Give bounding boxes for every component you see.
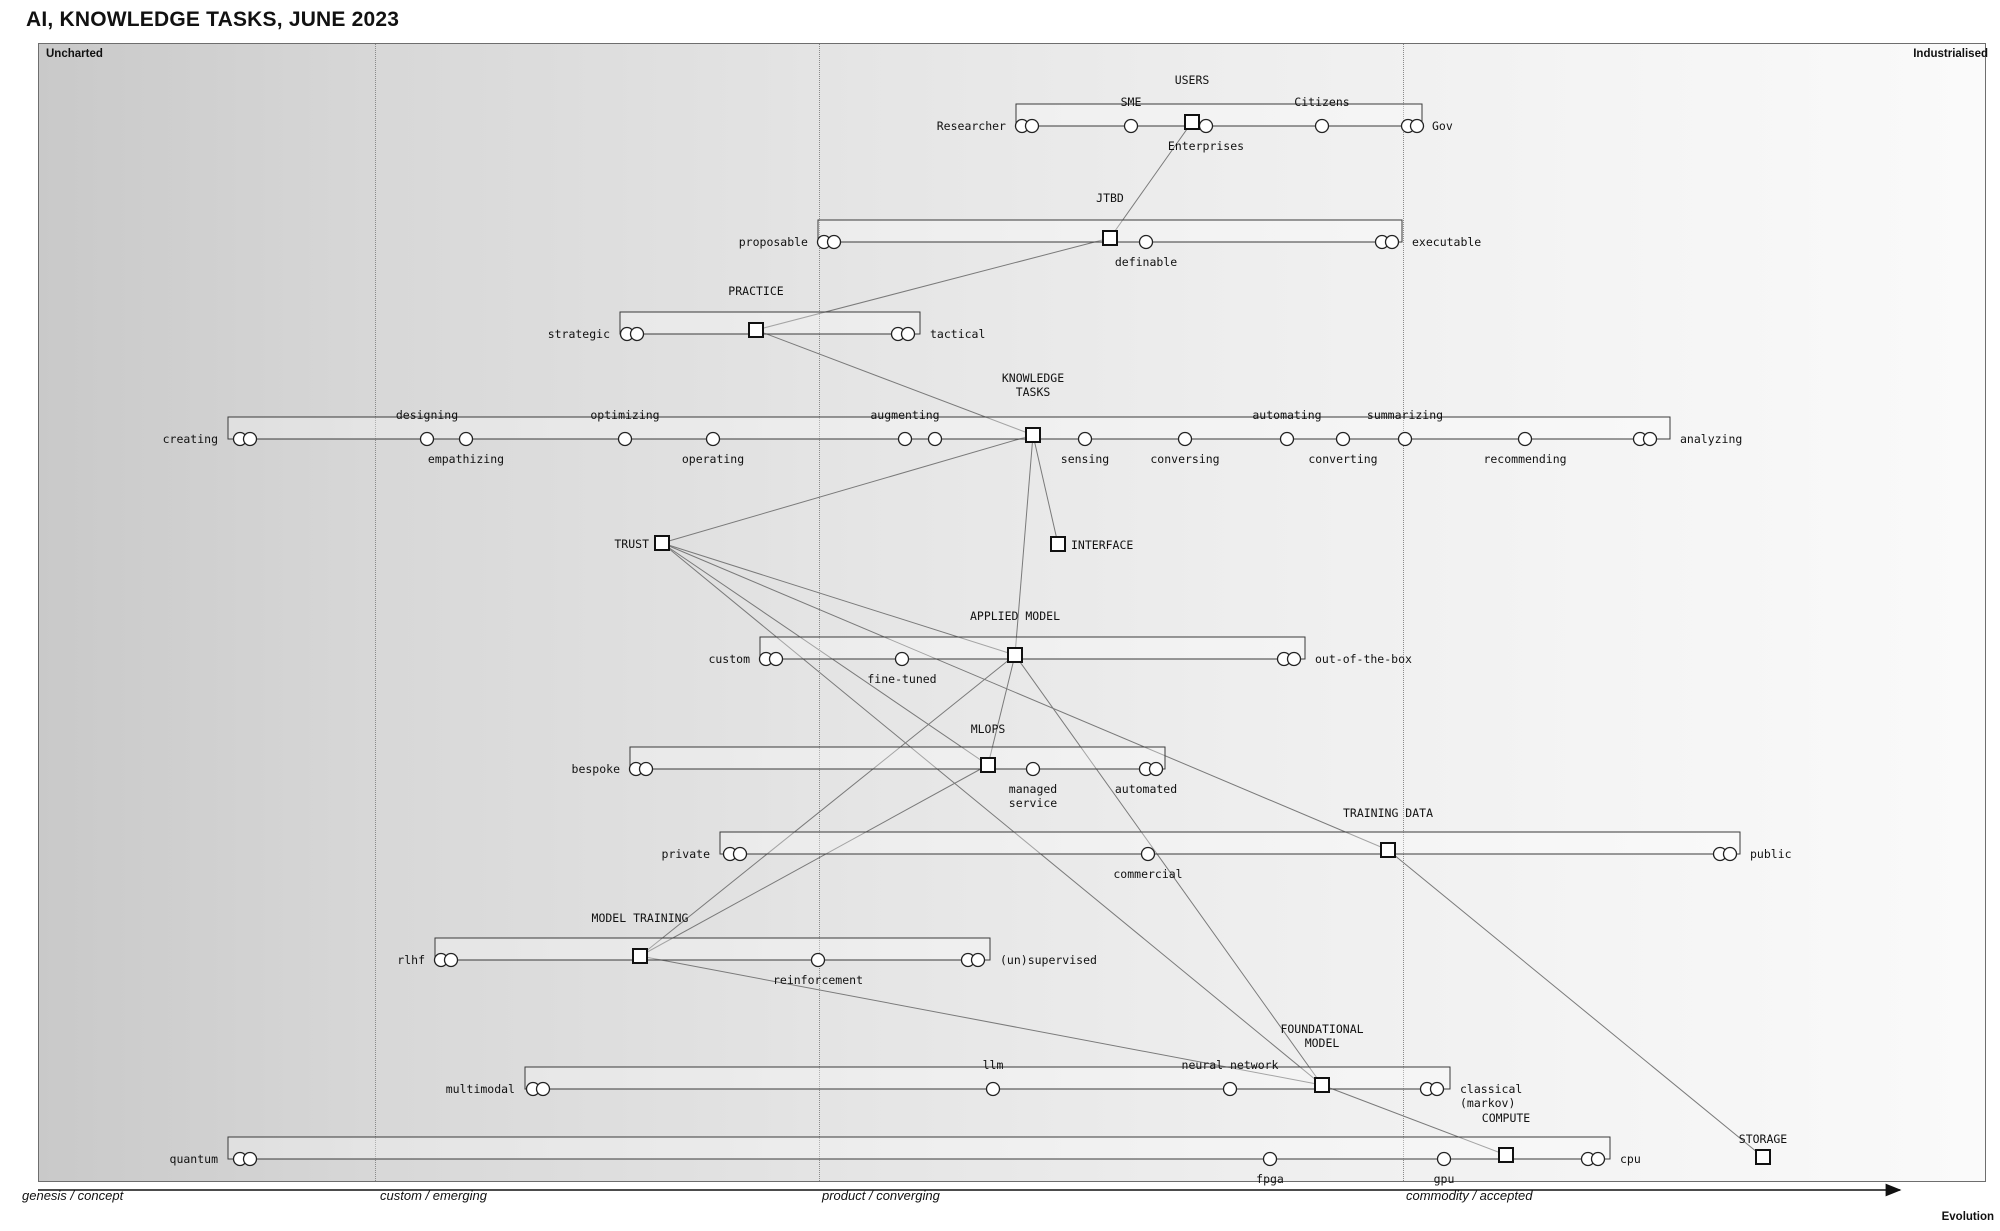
chain-dot[interactable] [1644,433,1657,446]
chain-dot-label: Citizens [1294,95,1350,109]
chain-dot-label: fpga [1256,1172,1284,1186]
component-node[interactable] [749,323,763,337]
chain-dot[interactable] [972,954,985,967]
chain-dot[interactable] [1316,120,1329,133]
component-node[interactable] [1008,648,1022,662]
chain-band [1016,104,1422,126]
stage-label-commodity: commodity / accepted [1406,1188,1533,1203]
component-node[interactable] [633,949,647,963]
component-node-label: USERS [1174,73,1210,87]
x-axis-label: Evolution [1941,1211,1994,1223]
knowledge-tasks-chain [163,371,1743,466]
trust-node [614,536,669,551]
component-node-label: TRUST [614,537,649,551]
chain-dot[interactable] [1142,848,1155,861]
component-node[interactable] [1499,1148,1513,1162]
chain-dot-label: automated [1114,782,1178,796]
chain-dot-label: SME [1120,95,1142,109]
chain-dot-label: sensing [1060,452,1110,466]
chain-dot-label: augmenting [870,408,940,422]
practice-chain [548,284,986,341]
chain-dot[interactable] [929,433,942,446]
chain-dot[interactable] [896,653,909,666]
chain-dot-label: automating [1252,408,1322,422]
chain-dot-label: converting [1308,452,1378,466]
chain-anchor-left: private [661,847,710,861]
chain-dot[interactable] [1264,1153,1277,1166]
chain-dot[interactable] [1200,120,1213,133]
chain-dot[interactable] [1079,433,1092,446]
chain-dot[interactable] [1337,433,1350,446]
chain-dot[interactable] [1179,433,1192,446]
component-node-label: KNOWLEDGE TASKS [1001,371,1065,399]
model-training-chain [397,911,1097,987]
chain-anchor-left: strategic [547,327,610,341]
chain-band [435,938,990,960]
chain-band [760,637,1305,659]
component-node[interactable] [1315,1078,1329,1092]
chain-dot-label: llm [982,1058,1004,1072]
chain-anchor-right: Gov [1432,119,1453,133]
chain-dot[interactable] [902,328,915,341]
chain-dot[interactable] [244,1153,257,1166]
chain-anchor-right: executable [1412,235,1482,249]
chain-band [620,312,920,334]
link-line [1033,435,1058,544]
jtbd-chain [739,191,1482,269]
chain-dot-label: operating [681,452,745,466]
chain-dot[interactable] [1519,433,1532,446]
chain-band [228,1137,1610,1159]
storage-node [1739,1132,1788,1164]
chain-dot[interactable] [631,328,644,341]
chain-dot-label: optimizing [590,408,660,422]
foundational-model-chain [446,1022,1523,1110]
chain-dot[interactable] [537,1083,550,1096]
chain-dot[interactable] [244,433,257,446]
chain-anchor-right: public [1750,847,1792,861]
chain-dot-label: fine-tuned [867,672,937,686]
chain-dot[interactable] [1399,433,1412,446]
chain-dot[interactable] [1140,236,1153,249]
chain-dot[interactable] [899,433,912,446]
chain-dot-label: definable [1114,255,1178,269]
chain-dot[interactable] [1150,763,1163,776]
chain-dot[interactable] [1411,120,1424,133]
users-chain [937,73,1453,153]
chain-dot-label: reinforcement [772,973,864,987]
chain-dot-label: recommending [1483,452,1567,466]
chain-dot-label: designing [395,408,459,422]
chain-dot[interactable] [1438,1153,1451,1166]
chain-dot-label: empathizing [427,452,505,466]
component-node[interactable] [1185,115,1199,129]
component-node[interactable] [981,758,995,772]
chain-dot[interactable] [421,433,434,446]
chain-anchor-right: classical (markov) [1460,1082,1523,1110]
chain-anchor-left: rlhf [397,953,425,967]
chain-dot-label: managed service [1008,782,1058,810]
training-data-chain [662,806,1792,881]
chain-anchor-left: custom [708,652,750,666]
chain-dot[interactable] [1724,848,1737,861]
mlops-chain [572,722,1178,810]
chain-anchor-left: bespoke [571,762,620,776]
chain-band [630,747,1165,769]
stage-label-genesis: genesis / concept [22,1188,124,1203]
chain-dot[interactable] [734,848,747,861]
chain-dot[interactable] [460,433,473,446]
link-line [1388,850,1763,1157]
chain-dot[interactable] [1026,120,1039,133]
chain-dot[interactable] [1224,1083,1237,1096]
component-node[interactable] [1026,428,1040,442]
chain-anchor-left: quantum [169,1152,218,1166]
chains-layer [163,73,1792,1186]
chain-dot-label: conversing [1150,452,1220,466]
chain-dot[interactable] [1288,653,1301,666]
component-node-label: APPLIED MODEL [969,609,1061,623]
chain-dot[interactable] [1125,120,1138,133]
link-line [662,543,1322,1085]
chain-dot[interactable] [828,236,841,249]
chain-band [720,832,1740,854]
uncharted-label: Uncharted [46,48,103,60]
chain-anchor-right: analyzing [1680,432,1743,446]
chain-dot[interactable] [1431,1083,1444,1096]
chain-anchor-right: tactical [930,327,986,341]
stage-label-custom: custom / emerging [380,1188,487,1203]
chain-dot[interactable] [987,1083,1000,1096]
chain-dot[interactable] [707,433,720,446]
component-node-label: FOUNDATIONAL MODEL [1280,1022,1364,1050]
applied-model-chain [708,609,1412,686]
component-node-label: COMPUTE [1481,1111,1531,1125]
chain-anchor-right: (un)supervised [1000,953,1097,967]
chain-dot-label: summarizing [1366,408,1444,422]
chain-anchor-left: Researcher [936,119,1006,133]
component-node[interactable] [655,536,669,550]
chain-dot[interactable] [1592,1153,1605,1166]
chain-anchor-right: out-of-the-box [1315,652,1412,666]
chain-anchor-left: proposable [738,235,808,249]
chain-anchor-left: multimodal [445,1082,515,1096]
component-node[interactable] [1051,537,1065,551]
chain-dot[interactable] [640,763,653,776]
chain-anchor-left: creating [162,432,218,446]
chain-dot[interactable] [770,653,783,666]
component-node-label: INTERFACE [1071,538,1134,552]
component-node-label: MODEL TRAINING [591,911,689,925]
chain-dot-label: neural network [1181,1058,1279,1072]
interface-node [1051,537,1133,552]
component-node-label: PRACTICE [728,284,784,298]
chain-anchor-right: cpu [1620,1152,1641,1166]
chain-dot-label: Enterprises [1167,139,1245,153]
component-node-label: STORAGE [1738,1132,1788,1146]
link-line [640,655,1015,956]
component-node-label: MLOPS [970,722,1006,736]
chain-dot[interactable] [445,954,458,967]
chain-dot[interactable] [1281,433,1294,446]
component-node-label: JTBD [1096,191,1124,205]
component-node[interactable] [1756,1150,1770,1164]
page-title: AI, KNOWLEDGE TASKS, JUNE 2023 [26,8,400,31]
component-node[interactable] [1103,231,1117,245]
chain-dot[interactable] [812,954,825,967]
component-node-label: TRAINING DATA [1342,806,1434,820]
chain-dot-label: commercial [1113,867,1183,881]
industrialised-label: Industrialised [1913,48,1988,60]
chain-dot[interactable] [619,433,632,446]
component-node[interactable] [1381,843,1395,857]
stage-label-product: product / converging [822,1188,940,1203]
chain-dot[interactable] [1386,236,1399,249]
chain-dot-label: gpu [1433,1172,1455,1186]
chain-dot[interactable] [1027,763,1040,776]
